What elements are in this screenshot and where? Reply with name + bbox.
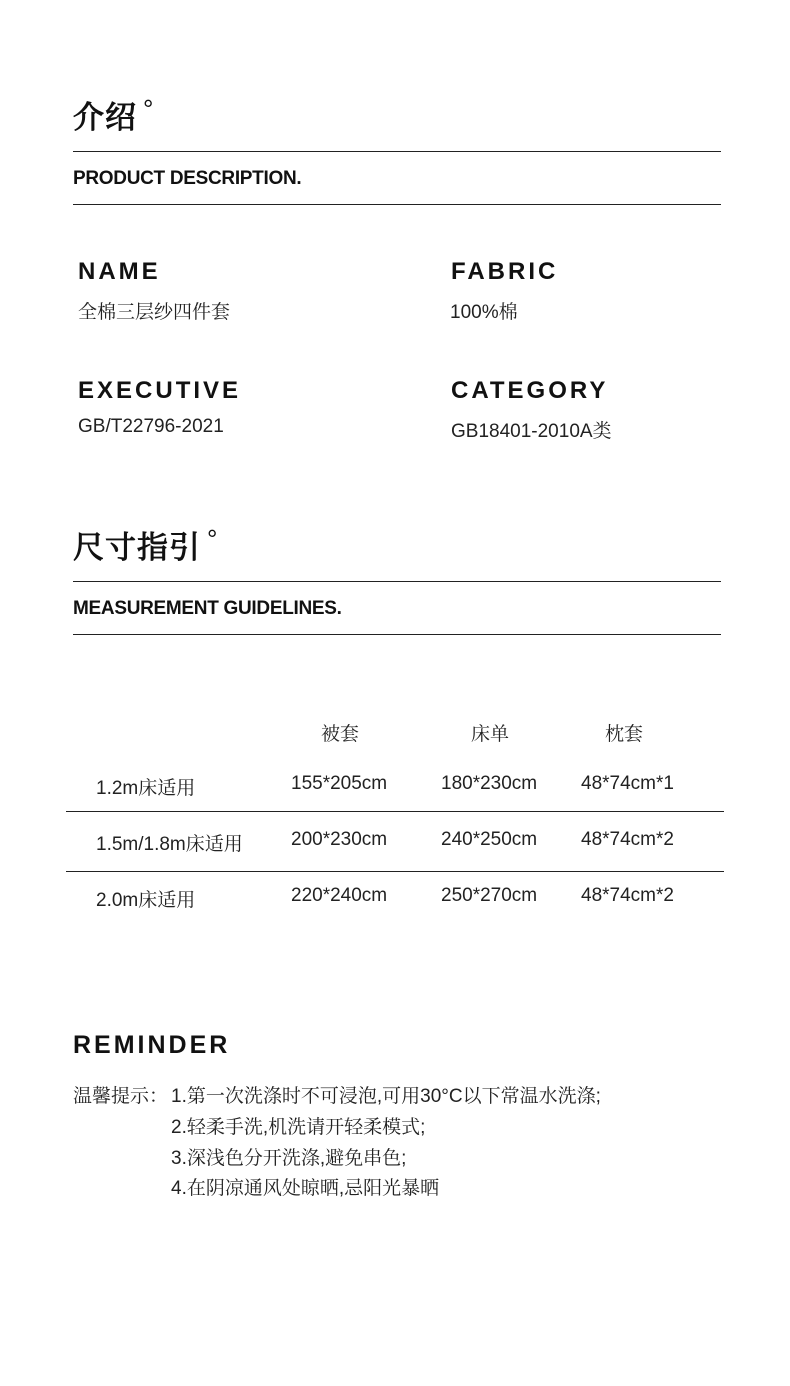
table-cell-pillowcase: 48*74cm*1 — [581, 773, 674, 794]
table-cell-sheet: 240*250cm — [441, 829, 538, 850]
spec-label-category: CATEGORY — [451, 377, 609, 404]
table-cell-bed-size: 1.2m床适用 — [96, 778, 196, 799]
table-header-duvet: 被套 — [321, 724, 360, 745]
size-title — [73, 522, 218, 567]
table-header-pillowcase: 枕套 — [605, 724, 644, 745]
table-cell-duvet: 155*205cm — [291, 773, 388, 794]
spec-label-fabric: FABRIC — [451, 258, 559, 285]
size-subtitle: MEASUREMENT GUIDELINES. — [73, 598, 342, 619]
reminder-title: REMINDER — [73, 1031, 231, 1059]
size-title-text: 尺寸指引 — [73, 530, 201, 565]
spec-value-category: GB18401-2010A类 — [451, 421, 612, 442]
spec-value-fabric: 100%棉 — [450, 302, 518, 323]
table-cell-sheet: 250*270cm — [441, 885, 538, 906]
reminder-prefix: 温馨提示： — [73, 1086, 169, 1107]
table-cell-duvet: 200*230cm — [291, 829, 388, 850]
divider — [73, 151, 721, 152]
spec-value-executive: GB/T22796-2021 — [78, 416, 224, 437]
divider — [73, 634, 721, 635]
table-row-divider — [66, 871, 724, 872]
reminder-line: 4.在阴凉通风处晾晒,忌阳光暴晒 — [171, 1178, 440, 1199]
table-cell-duvet: 220*240cm — [291, 885, 388, 906]
spec-value-name: 全棉三层纱四件套 — [78, 302, 231, 323]
divider — [73, 204, 721, 205]
table-cell-pillowcase: 48*74cm*2 — [581, 829, 674, 850]
reminder-line: 2.轻柔手洗,机洗请开轻柔模式; — [171, 1117, 426, 1138]
spec-label-executive: EXECUTIVE — [78, 377, 242, 404]
degree-mark: ° — [207, 524, 219, 554]
table-header-sheet: 床单 — [471, 724, 510, 745]
intro-title — [73, 92, 154, 137]
intro-title-text: 介绍 — [73, 100, 137, 135]
table-cell-bed-size: 2.0m床适用 — [96, 890, 196, 911]
divider — [73, 581, 721, 582]
table-cell-sheet: 180*230cm — [441, 773, 538, 794]
intro-subtitle: PRODUCT DESCRIPTION. — [73, 168, 302, 189]
table-row-divider — [66, 811, 724, 812]
reminder-line: 1.第一次洗涤时不可浸泡,可用30°C以下常温水洗涤; — [171, 1086, 601, 1107]
table-cell-bed-size: 1.5m/1.8m床适用 — [96, 834, 243, 855]
spec-label-name: NAME — [78, 258, 161, 285]
degree-mark: ° — [143, 94, 155, 124]
table-cell-pillowcase: 48*74cm*2 — [581, 885, 674, 906]
reminder-line: 3.深浅色分开洗涤,避免串色; — [171, 1148, 407, 1169]
